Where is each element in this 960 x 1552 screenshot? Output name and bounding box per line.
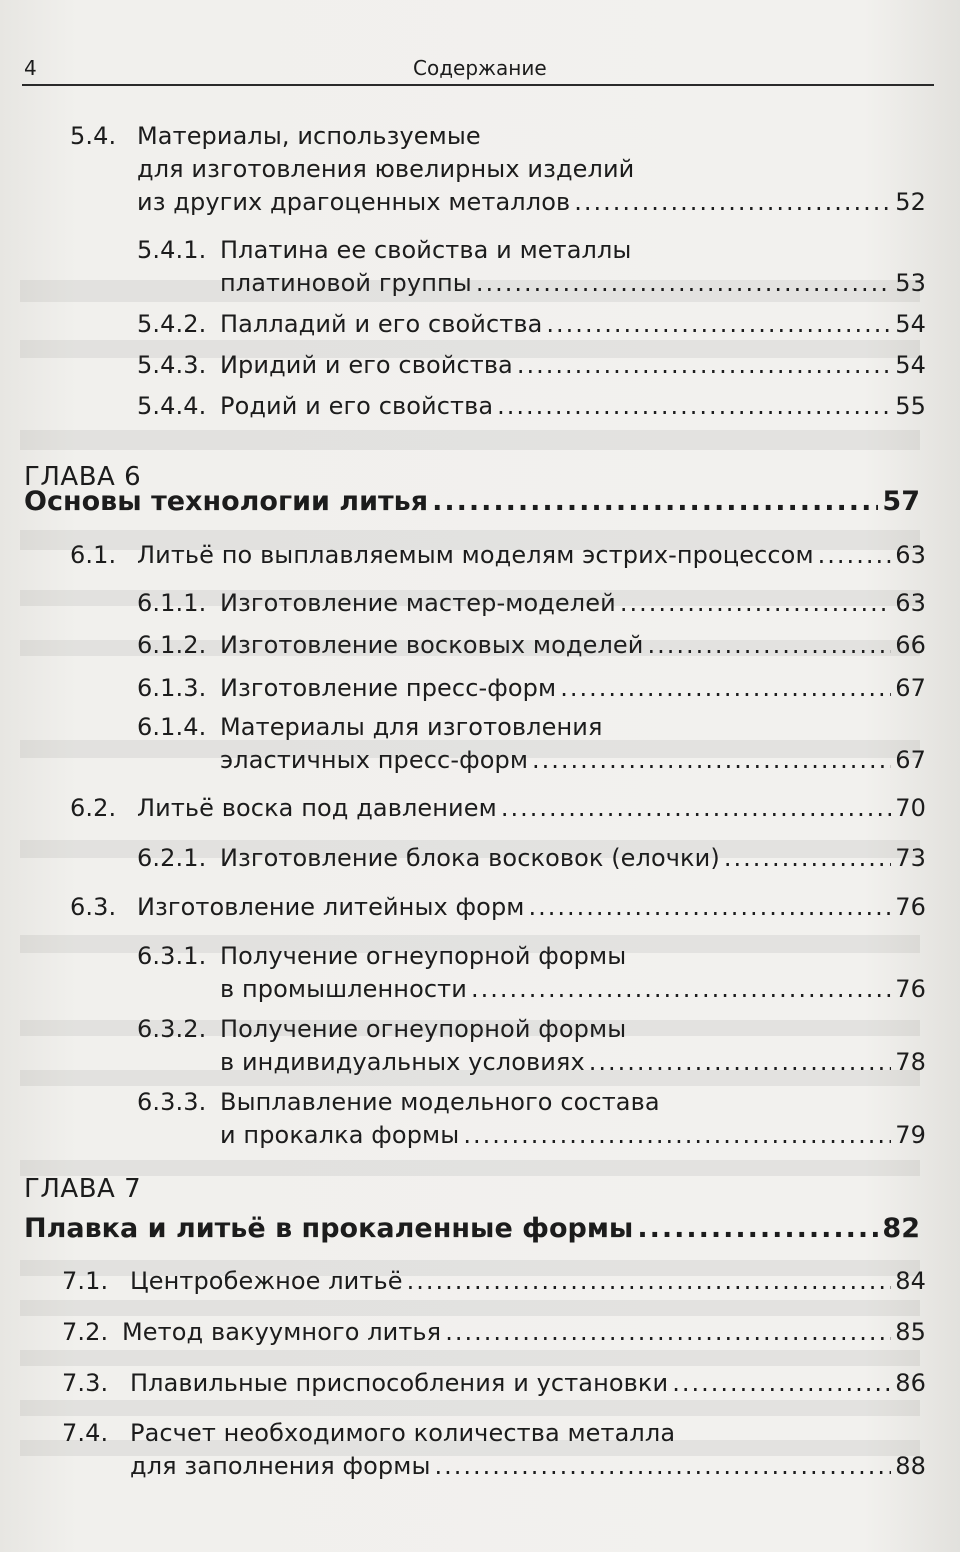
- leader-dots: [471, 973, 891, 1006]
- leader-dots: [532, 744, 891, 777]
- toc-entry-number: 5.4.1.: [137, 236, 207, 264]
- toc-entry-number: 7.2.: [62, 1318, 109, 1346]
- toc-entry-number: 6.3.2.: [137, 1015, 207, 1043]
- chapter-6-page: 57: [882, 486, 920, 517]
- toc-entry-page: 76: [895, 893, 926, 921]
- toc-entry-6-3-2[interactable]: [137, 1013, 926, 1079]
- toc-entry-number: 7.1.: [62, 1267, 109, 1295]
- toc-entry-number: 6.1.4.: [137, 713, 207, 741]
- leader-dots: [589, 1046, 891, 1079]
- toc-entry-number: 6.1.2.: [137, 631, 207, 659]
- toc-entry-title-line: Платина ее свойства и металлы: [220, 236, 632, 264]
- toc-entry-title: Изготовление блока восковок (елочки): [220, 844, 720, 872]
- toc-entry-page: 73: [895, 844, 926, 872]
- toc-entry-6-2-1[interactable]: [137, 842, 926, 875]
- toc-entry-title-line: Расчет необходимого количества металла: [130, 1419, 676, 1447]
- leader-dots: [407, 1265, 892, 1298]
- toc-entry-title: Литьё по выплавляемым моделям эстрих-процессом: [137, 541, 814, 569]
- toc-entry-number: 7.4.: [62, 1419, 109, 1447]
- toc-entry-number: 6.1.: [70, 541, 117, 569]
- toc-entry-page: 63: [895, 589, 926, 617]
- toc-entry-page: 79: [895, 1121, 926, 1149]
- toc-entry-page: 67: [895, 674, 926, 702]
- leader-dots: [818, 539, 892, 572]
- running-title: Содержание: [413, 56, 547, 80]
- toc-entry-5-4-4[interactable]: [137, 390, 926, 423]
- toc-entry-page: 70: [895, 794, 926, 822]
- toc-entry-number: 6.1.1.: [137, 589, 207, 617]
- toc-entry-page: 76: [895, 975, 926, 1003]
- leader-dots: [648, 629, 892, 662]
- toc-entry-number: 5.4.4.: [137, 392, 207, 420]
- toc-entry-6-3-1[interactable]: [137, 940, 926, 1006]
- chapter-7-label: ГЛАВА 7: [24, 1174, 142, 1204]
- toc-entry-page: 66: [895, 631, 926, 659]
- toc-entry-number: 5.4.3.: [137, 351, 207, 379]
- toc-entry-page: 85: [895, 1318, 926, 1346]
- page-number: 4: [24, 56, 37, 80]
- toc-entry-number: 6.2.1.: [137, 844, 207, 872]
- chapter-6-label: ГЛАВА 6: [24, 462, 142, 492]
- toc-entry-page: 55: [895, 392, 926, 420]
- toc-entry-title: эластичных пресс-форм: [220, 746, 529, 774]
- toc-entry-number: 6.3.: [70, 893, 117, 921]
- toc-entry-6-3[interactable]: [70, 891, 926, 924]
- toc-entry-number: 5.4.: [70, 122, 117, 150]
- toc-entry-page: 78: [895, 1048, 926, 1076]
- toc-entry-6-2[interactable]: [70, 792, 926, 825]
- toc-entry-title: Изготовление литейных форм: [137, 893, 525, 921]
- toc-entry-number: 6.3.3.: [137, 1088, 207, 1116]
- leader-dots: [501, 792, 891, 825]
- toc-entry-5-4-3[interactable]: [137, 349, 926, 382]
- toc-entry-page: 88: [895, 1452, 926, 1480]
- toc-entry-number: 7.3.: [62, 1369, 109, 1397]
- toc-entry-title: Плавильные приспособления и установки: [130, 1369, 669, 1397]
- leader-dots: [517, 349, 891, 382]
- toc-entry-6-1[interactable]: [70, 539, 926, 572]
- toc-entry-7-2[interactable]: [62, 1316, 926, 1349]
- toc-entry-title: Родий и его свойства: [220, 392, 494, 420]
- toc-entry-5-4-2[interactable]: [137, 308, 926, 341]
- toc-entry-title-line: Получение огнеупорной формы: [220, 1015, 627, 1043]
- toc-entry-page: 84: [895, 1267, 926, 1295]
- leader-dots: [560, 672, 891, 705]
- leader-dots: [529, 891, 892, 924]
- toc-entry-page: 54: [895, 310, 926, 338]
- toc-entry-title-line: Материалы для изготовления: [220, 713, 603, 741]
- toc-entry-7-4[interactable]: [62, 1417, 926, 1483]
- leader-dots: [463, 1119, 891, 1152]
- toc-entry-title-line: для изготовления ювелирных изделий: [137, 155, 635, 183]
- toc-entry-title: для заполнения формы: [130, 1452, 431, 1480]
- toc-entry-title-line: Получение огнеупорной формы: [220, 942, 627, 970]
- leader-dots: [724, 842, 891, 875]
- toc-entry-number: 5.4.2.: [137, 310, 207, 338]
- toc-entry-page: 86: [895, 1369, 926, 1397]
- toc-entry-title: Метод вакуумного литья: [122, 1318, 442, 1346]
- toc-entry-page: 63: [895, 541, 926, 569]
- toc-entry-7-1[interactable]: [62, 1265, 926, 1298]
- chapter-7-title[interactable]: [24, 1213, 920, 1244]
- toc-entry-title: Изготовление мастер-моделей: [220, 589, 616, 617]
- toc-entry-page: 52: [895, 188, 926, 216]
- toc-entry-title: и прокалка формы: [220, 1121, 460, 1149]
- toc-entry-title: Центробежное литьё: [130, 1267, 403, 1295]
- toc-entry-title: в промышленности: [220, 975, 467, 1003]
- toc-entry-number: 6.1.3.: [137, 674, 207, 702]
- toc-entry-5-4[interactable]: [70, 120, 926, 219]
- toc-entry-title: платиновой группы: [220, 269, 472, 297]
- leader-dots: [637, 1213, 878, 1244]
- leader-dots: [476, 267, 891, 300]
- toc-entry-page: 53: [895, 269, 926, 297]
- leader-dots: [445, 1316, 891, 1349]
- toc-entry-title: Изготовление восковых моделей: [220, 631, 644, 659]
- toc-entry-5-4-1[interactable]: [137, 234, 926, 300]
- leader-dots: [672, 1367, 891, 1400]
- toc-entry-6-1-4[interactable]: [137, 711, 926, 777]
- toc-entry-6-1-1[interactable]: [137, 587, 926, 620]
- toc-entry-title: в индивидуальных условиях: [220, 1048, 585, 1076]
- chapter-7-page: 82: [882, 1213, 920, 1244]
- chapter-7-title-text: Плавка и литьё в прокаленные формы: [24, 1213, 634, 1244]
- toc-entry-6-1-2[interactable]: [137, 629, 926, 662]
- toc-entry-title: Литьё воска под давлением: [137, 794, 497, 822]
- leader-dots: [435, 1450, 892, 1483]
- chapter-6-title[interactable]: [24, 486, 920, 517]
- toc-entry-page: 67: [895, 746, 926, 774]
- toc-entry-number: 6.2.: [70, 794, 117, 822]
- leader-dots: [497, 390, 891, 423]
- toc-entry-title-line: Выплавление модельного состава: [220, 1088, 660, 1116]
- toc-entry-number: 6.3.1.: [137, 942, 207, 970]
- leader-dots: [546, 308, 891, 341]
- header-rule: [22, 84, 934, 86]
- toc-entry-6-1-3[interactable]: [137, 672, 926, 705]
- toc-entry-page: 54: [895, 351, 926, 379]
- toc-entry-title-line: Материалы, используемые: [137, 122, 481, 150]
- leader-dots: [432, 486, 878, 517]
- leader-dots: [574, 186, 891, 219]
- leader-dots: [620, 587, 891, 620]
- toc-entry-title: Изготовление пресс-форм: [220, 674, 557, 702]
- chapter-6-title-text: Основы технологии литья: [24, 486, 429, 517]
- toc-entry-title: Палладий и его свойства: [220, 310, 543, 338]
- toc-entry-title: Иридий и его свойства: [220, 351, 513, 379]
- toc-entry-title: из других драгоценных металлов: [137, 188, 571, 216]
- toc-entry-7-3[interactable]: [62, 1367, 926, 1400]
- toc-entry-6-3-3[interactable]: [137, 1086, 926, 1152]
